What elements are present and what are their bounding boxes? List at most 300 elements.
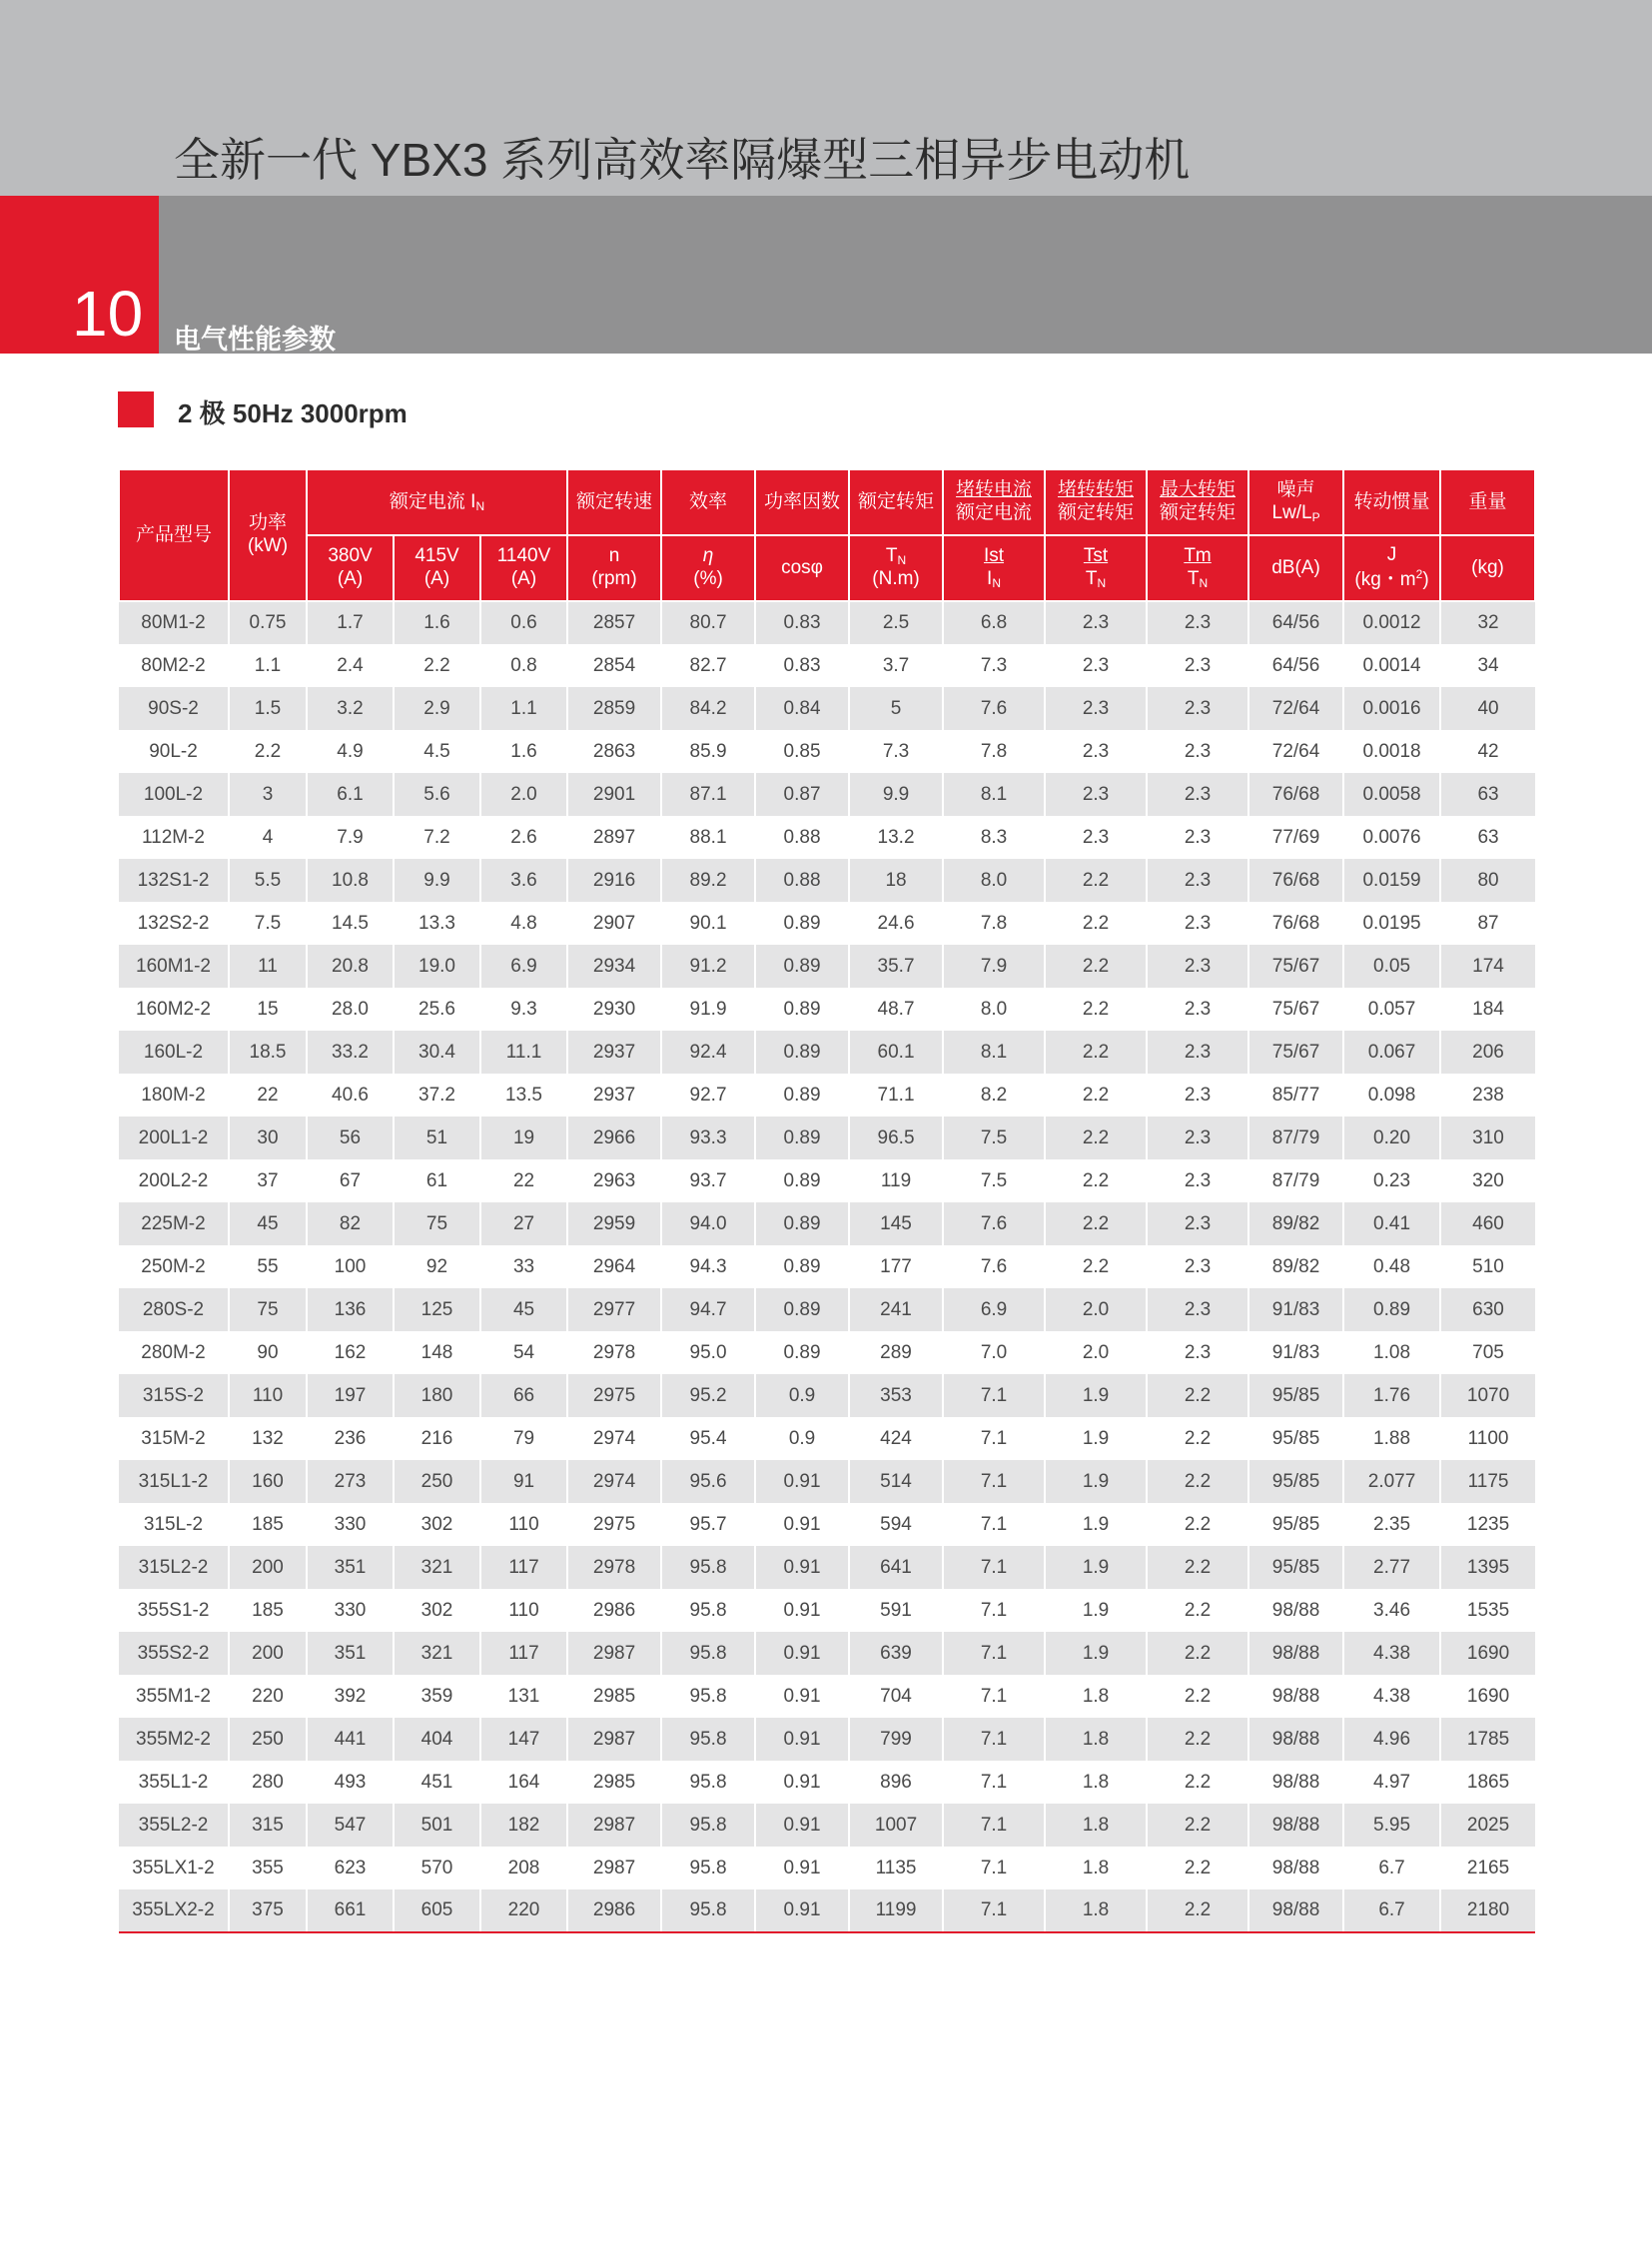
table-cell: 88.1 xyxy=(661,816,755,859)
table-cell: 2.3 xyxy=(1147,902,1248,945)
table-cell: 289 xyxy=(849,1331,943,1374)
table-cell: 8.1 xyxy=(943,1031,1045,1074)
table-cell: 220 xyxy=(229,1675,307,1718)
table-cell: 100L-2 xyxy=(119,773,229,816)
table-cell: 7.1 xyxy=(943,1718,1045,1761)
table-cell: 206 xyxy=(1440,1031,1535,1074)
table-cell: 94.3 xyxy=(661,1245,755,1288)
table-body xyxy=(119,601,1535,1932)
table-cell: 355LX1-2 xyxy=(119,1847,229,1889)
table-cell: 7.1 xyxy=(943,1632,1045,1675)
table-cell: 2.3 xyxy=(1147,1117,1248,1159)
table-cell: 7.1 xyxy=(943,1546,1045,1589)
table-cell: 605 xyxy=(394,1889,480,1932)
table-cell: 320 xyxy=(1440,1159,1535,1202)
table-cell: 2937 xyxy=(567,1031,661,1074)
table-row xyxy=(119,902,1535,945)
table-cell: 95.2 xyxy=(661,1374,755,1417)
table-cell: 315L1-2 xyxy=(119,1460,229,1503)
table-cell: 2974 xyxy=(567,1417,661,1460)
table-cell: 225M-2 xyxy=(119,1202,229,1245)
table-cell: 42 xyxy=(1440,730,1535,773)
table-cell: 0.89 xyxy=(755,1202,849,1245)
table-cell: 2.0 xyxy=(1045,1331,1147,1374)
table-cell: 2974 xyxy=(567,1460,661,1503)
table-cell: 80M2-2 xyxy=(119,644,229,687)
table-cell: 24.6 xyxy=(849,902,943,945)
table-cell: 90 xyxy=(229,1331,307,1374)
table-cell: 2.3 xyxy=(1147,1202,1248,1245)
table-cell: 2.3 xyxy=(1147,1288,1248,1331)
table-cell: 0.8 xyxy=(480,644,567,687)
table-cell: 0.067 xyxy=(1343,1031,1440,1074)
table-row xyxy=(119,1202,1535,1245)
table-cell: 80.7 xyxy=(661,601,755,644)
table-cell: 2.2 xyxy=(1147,1632,1248,1675)
table-cell: 273 xyxy=(307,1460,394,1503)
table-cell: 1235 xyxy=(1440,1503,1535,1546)
table-cell: 0.91 xyxy=(755,1761,849,1804)
table-cell: 2.2 xyxy=(1147,1374,1248,1417)
col-power: 功率 (kW) xyxy=(229,469,307,601)
table-cell: 132S1-2 xyxy=(119,859,229,902)
col-torque-unit: $T_N$ (N.m) xyxy=(849,535,943,601)
table-cell: 1865 xyxy=(1440,1761,1535,1804)
table-cell: 0.89 xyxy=(755,1031,849,1074)
col-ist-unit: Ist $I_N$ xyxy=(943,535,1045,601)
table-cell: 5 xyxy=(849,687,943,730)
table-cell: 147 xyxy=(480,1718,567,1761)
table-row xyxy=(119,988,1535,1031)
table-cell: 2.3 xyxy=(1147,1031,1248,1074)
table-row xyxy=(119,1804,1535,1847)
table-cell: 2987 xyxy=(567,1632,661,1675)
table-cell: 25.6 xyxy=(394,988,480,1031)
table-cell: 2.2 xyxy=(1045,1159,1147,1202)
table-cell: 200 xyxy=(229,1546,307,1589)
table-cell: 80 xyxy=(1440,859,1535,902)
table-cell: 2.3 xyxy=(1045,730,1147,773)
table-cell: 1.8 xyxy=(1045,1889,1147,1932)
table-cell: 2.3 xyxy=(1147,1245,1248,1288)
table-cell: 0.6 xyxy=(480,601,567,644)
table-cell: 2.3 xyxy=(1147,816,1248,859)
table-cell: 8.0 xyxy=(943,988,1045,1031)
table-cell: 184 xyxy=(1440,988,1535,1031)
table-cell: 89/82 xyxy=(1248,1202,1343,1245)
table-cell: 661 xyxy=(307,1889,394,1932)
table-cell: 76/68 xyxy=(1248,773,1343,816)
table-cell: 110 xyxy=(480,1589,567,1632)
col-max-torque-ratio: 最大转矩 额定转矩 xyxy=(1147,469,1248,535)
table-cell: 19.0 xyxy=(394,945,480,988)
table-cell: 2.77 xyxy=(1343,1546,1440,1589)
table-cell: 1007 xyxy=(849,1804,943,1847)
table-cell: 2978 xyxy=(567,1331,661,1374)
table-cell: 110 xyxy=(480,1503,567,1546)
table-cell: 64/56 xyxy=(1248,601,1343,644)
table-cell: 160M2-2 xyxy=(119,988,229,1031)
table-cell: 2987 xyxy=(567,1718,661,1761)
table-cell: 315M-2 xyxy=(119,1417,229,1460)
table-cell: 91/83 xyxy=(1248,1331,1343,1374)
table-cell: 641 xyxy=(849,1546,943,1589)
table-cell: 0.85 xyxy=(755,730,849,773)
table-cell: 0.91 xyxy=(755,1718,849,1761)
table-cell: 0.0195 xyxy=(1343,902,1440,945)
table-cell: 174 xyxy=(1440,945,1535,988)
table-cell: 355L2-2 xyxy=(119,1804,229,1847)
table-cell: 0.0076 xyxy=(1343,816,1440,859)
table-cell: 71.1 xyxy=(849,1074,943,1117)
table-header xyxy=(119,469,1535,601)
table-cell: 216 xyxy=(394,1417,480,1460)
table-cell: 7.0 xyxy=(943,1331,1045,1374)
table-cell: 10.8 xyxy=(307,859,394,902)
table-cell: 7.8 xyxy=(943,730,1045,773)
table-cell: 2985 xyxy=(567,1675,661,1718)
table-cell: 0.057 xyxy=(1343,988,1440,1031)
table-cell: 95/85 xyxy=(1248,1460,1343,1503)
table-cell: 355S2-2 xyxy=(119,1632,229,1675)
table-cell: 177 xyxy=(849,1245,943,1288)
table-cell: 2.3 xyxy=(1147,945,1248,988)
table-cell: 9.9 xyxy=(394,859,480,902)
table-cell: 7.5 xyxy=(943,1117,1045,1159)
table-cell: 61 xyxy=(394,1159,480,1202)
table-row xyxy=(119,1718,1535,1761)
table-cell: 98/88 xyxy=(1248,1632,1343,1675)
table-cell: 84.2 xyxy=(661,687,755,730)
table-cell: 2.2 xyxy=(1147,1847,1248,1889)
table-cell: 1.9 xyxy=(1045,1503,1147,1546)
table-cell: 2180 xyxy=(1440,1889,1535,1932)
table-cell: 89.2 xyxy=(661,859,755,902)
table-cell: 2.5 xyxy=(849,601,943,644)
table-row xyxy=(119,687,1535,730)
table-cell: 2854 xyxy=(567,644,661,687)
table-cell: 125 xyxy=(394,1288,480,1331)
table-row xyxy=(119,1889,1535,1932)
table-cell: 98/88 xyxy=(1248,1761,1343,1804)
table-cell: 2.3 xyxy=(1147,1331,1248,1374)
table-cell: 0.89 xyxy=(755,1331,849,1374)
col-rated-speed: 额定转速 xyxy=(567,469,661,535)
table-cell: 594 xyxy=(849,1503,943,1546)
col-locked-torque-ratio: 堵转转矩 额定转矩 xyxy=(1045,469,1147,535)
table-cell: 2916 xyxy=(567,859,661,902)
table-cell: 2.2 xyxy=(1045,1031,1147,1074)
table-cell: 95.8 xyxy=(661,1589,755,1632)
table-cell: 2964 xyxy=(567,1245,661,1288)
section-number: 10 xyxy=(72,278,144,350)
table-row xyxy=(119,773,1535,816)
table-cell: 441 xyxy=(307,1718,394,1761)
table-cell: 2985 xyxy=(567,1761,661,1804)
table-cell: 0.91 xyxy=(755,1460,849,1503)
table-cell: 7.5 xyxy=(943,1159,1045,1202)
table-cell: 1175 xyxy=(1440,1460,1535,1503)
table-cell: 630 xyxy=(1440,1288,1535,1331)
table-cell: 1100 xyxy=(1440,1417,1535,1460)
table-row xyxy=(119,859,1535,902)
table-cell: 119 xyxy=(849,1159,943,1202)
table-cell: 18.5 xyxy=(229,1031,307,1074)
table-cell: 2.3 xyxy=(1147,687,1248,730)
table-cell: 0.9 xyxy=(755,1417,849,1460)
table-cell: 96.5 xyxy=(849,1117,943,1159)
table-cell: 0.098 xyxy=(1343,1074,1440,1117)
table-cell: 92 xyxy=(394,1245,480,1288)
table-cell: 91 xyxy=(480,1460,567,1503)
table-cell: 0.91 xyxy=(755,1847,849,1889)
table-cell: 1690 xyxy=(1440,1632,1535,1675)
table-row xyxy=(119,1031,1535,1074)
table-cell: 90.1 xyxy=(661,902,755,945)
table-cell: 2987 xyxy=(567,1804,661,1847)
table-cell: 591 xyxy=(849,1589,943,1632)
table-cell: 4.5 xyxy=(394,730,480,773)
table-cell: 1.9 xyxy=(1045,1632,1147,1675)
table-cell: 355LX2-2 xyxy=(119,1889,229,1932)
table-cell: 75/67 xyxy=(1248,945,1343,988)
table-cell: 1.9 xyxy=(1045,1589,1147,1632)
table-cell: 7.9 xyxy=(307,816,394,859)
table-cell: 7.1 xyxy=(943,1460,1045,1503)
table-cell: 3.7 xyxy=(849,644,943,687)
table-cell: 3.2 xyxy=(307,687,394,730)
table-cell: 98/88 xyxy=(1248,1804,1343,1847)
table-cell: 132 xyxy=(229,1417,307,1460)
table-cell: 9.9 xyxy=(849,773,943,816)
table-cell: 2975 xyxy=(567,1503,661,1546)
col-efficiency: 效率 xyxy=(661,469,755,535)
table-cell: 0.05 xyxy=(1343,945,1440,988)
table-cell: 359 xyxy=(394,1675,480,1718)
table-cell: 34 xyxy=(1440,644,1535,687)
table-cell: 15 xyxy=(229,988,307,1031)
table-cell: 1.9 xyxy=(1045,1417,1147,1460)
table-cell: 0.88 xyxy=(755,816,849,859)
table-cell: 2165 xyxy=(1440,1847,1535,1889)
table-cell: 404 xyxy=(394,1718,480,1761)
table-row xyxy=(119,1761,1535,1804)
col-noise: 噪声 $Lw/L_P$ xyxy=(1248,469,1343,535)
table-cell: 92.4 xyxy=(661,1031,755,1074)
table-cell: 2907 xyxy=(567,902,661,945)
table-cell: 7.1 xyxy=(943,1374,1045,1417)
table-cell: 7.1 xyxy=(943,1589,1045,1632)
table-cell: 136 xyxy=(307,1288,394,1331)
table-cell: 98/88 xyxy=(1248,1847,1343,1889)
table-cell: 3 xyxy=(229,773,307,816)
table-cell: 896 xyxy=(849,1761,943,1804)
table-cell: 77/69 xyxy=(1248,816,1343,859)
table-cell: 0.0016 xyxy=(1343,687,1440,730)
table-cell: 5.95 xyxy=(1343,1804,1440,1847)
subsection-heading: 2 极 50Hz 3000rpm xyxy=(178,398,408,428)
table-cell: 0.9 xyxy=(755,1374,849,1417)
table-cell: 95.8 xyxy=(661,1889,755,1932)
table-row xyxy=(119,1288,1535,1331)
table-cell: 0.0159 xyxy=(1343,859,1440,902)
table-row xyxy=(119,1074,1535,1117)
table-cell: 64/56 xyxy=(1248,644,1343,687)
table-cell: 11 xyxy=(229,945,307,988)
table-cell: 2.2 xyxy=(1147,1761,1248,1804)
table-cell: 95.8 xyxy=(661,1847,755,1889)
table-row xyxy=(119,730,1535,773)
table-cell: 2.2 xyxy=(1045,1245,1147,1288)
table-cell: 355M1-2 xyxy=(119,1675,229,1718)
table-cell: 321 xyxy=(394,1632,480,1675)
table-cell: 95.8 xyxy=(661,1761,755,1804)
table-cell: 1.8 xyxy=(1045,1761,1147,1804)
table-cell: 2.2 xyxy=(1147,1460,1248,1503)
table-cell: 2.2 xyxy=(394,644,480,687)
table-cell: 0.91 xyxy=(755,1804,849,1847)
table-cell: 8.2 xyxy=(943,1074,1045,1117)
table-cell: 2.3 xyxy=(1147,1159,1248,1202)
col-model: 产品型号 xyxy=(119,469,229,601)
table-cell: 451 xyxy=(394,1761,480,1804)
table-cell: 321 xyxy=(394,1546,480,1589)
table-cell: 0.89 xyxy=(755,1074,849,1117)
table-cell: 0.0014 xyxy=(1343,644,1440,687)
table-row xyxy=(119,1632,1535,1675)
table-cell: 1690 xyxy=(1440,1675,1535,1718)
table-cell: 0.0058 xyxy=(1343,773,1440,816)
table-row xyxy=(119,1675,1535,1718)
table-cell: 54 xyxy=(480,1331,567,1374)
table-cell: 355L1-2 xyxy=(119,1761,229,1804)
table-cell: 2.2 xyxy=(1045,902,1147,945)
col-eff-unit: η (%) xyxy=(661,535,755,601)
table-cell: 0.89 xyxy=(1343,1288,1440,1331)
table-cell: 51 xyxy=(394,1117,480,1159)
table-cell: 75/67 xyxy=(1248,988,1343,1031)
table-cell: 424 xyxy=(849,1417,943,1460)
table-cell: 0.91 xyxy=(755,1503,849,1546)
table-cell: 37.2 xyxy=(394,1074,480,1117)
table-cell: 80M1-2 xyxy=(119,601,229,644)
table-cell: 2.0 xyxy=(480,773,567,816)
table-cell: 0.87 xyxy=(755,773,849,816)
table-cell: 330 xyxy=(307,1589,394,1632)
table-cell: 35.7 xyxy=(849,945,943,988)
table-cell: 351 xyxy=(307,1632,394,1675)
table-cell: 87/79 xyxy=(1248,1159,1343,1202)
table-cell: 197 xyxy=(307,1374,394,1417)
table-cell: 0.91 xyxy=(755,1675,849,1718)
table-cell: 4.97 xyxy=(1343,1761,1440,1804)
table-cell: 45 xyxy=(229,1202,307,1245)
table-row xyxy=(119,601,1535,644)
table-cell: 3.6 xyxy=(480,859,567,902)
table-cell: 2977 xyxy=(567,1288,661,1331)
table-cell: 95.8 xyxy=(661,1675,755,1718)
table-cell: 238 xyxy=(1440,1074,1535,1117)
table-cell: 148 xyxy=(394,1331,480,1374)
table-cell: 250M-2 xyxy=(119,1245,229,1288)
table-cell: 98/88 xyxy=(1248,1889,1343,1932)
table-cell: 0.91 xyxy=(755,1889,849,1932)
table-cell: 131 xyxy=(480,1675,567,1718)
col-inertia-unit: J (kg・$m^2$) xyxy=(1343,535,1440,601)
table-cell: 30.4 xyxy=(394,1031,480,1074)
table-cell: 1.1 xyxy=(480,687,567,730)
table-cell: 87 xyxy=(1440,902,1535,945)
table-row xyxy=(119,1374,1535,1417)
table-cell: 95.7 xyxy=(661,1503,755,1546)
table-cell: 250 xyxy=(229,1718,307,1761)
table-cell: 2.2 xyxy=(1045,1074,1147,1117)
table-cell: 6.7 xyxy=(1343,1889,1440,1932)
table-cell: 0.20 xyxy=(1343,1117,1440,1159)
col-inertia: 转动惯量 xyxy=(1343,469,1440,535)
table-cell: 185 xyxy=(229,1589,307,1632)
table-cell: 0.91 xyxy=(755,1632,849,1675)
table-cell: 2.2 xyxy=(1147,1589,1248,1632)
table-cell: 705 xyxy=(1440,1331,1535,1374)
table-cell: 13.5 xyxy=(480,1074,567,1117)
table-row xyxy=(119,1159,1535,1202)
table-cell: 2.2 xyxy=(229,730,307,773)
table-cell: 7.6 xyxy=(943,1245,1045,1288)
section-band xyxy=(159,196,1652,354)
table-cell: 2.2 xyxy=(1147,1718,1248,1761)
col-pf-unit: cosφ xyxy=(755,535,849,601)
table-cell: 4.38 xyxy=(1343,1675,1440,1718)
table-cell: 355M2-2 xyxy=(119,1718,229,1761)
table-cell: 162 xyxy=(307,1331,394,1374)
table-cell: 4.96 xyxy=(1343,1718,1440,1761)
table-cell: 0.91 xyxy=(755,1589,849,1632)
table-cell: 98/88 xyxy=(1248,1675,1343,1718)
table-cell: 32 xyxy=(1440,601,1535,644)
table-cell: 0.83 xyxy=(755,601,849,644)
table-cell: 355S1-2 xyxy=(119,1589,229,1632)
table-cell: 493 xyxy=(307,1761,394,1804)
table-cell: 0.83 xyxy=(755,644,849,687)
table-cell: 353 xyxy=(849,1374,943,1417)
table-cell: 95.8 xyxy=(661,1632,755,1675)
table-cell: 200L1-2 xyxy=(119,1117,229,1159)
table-cell: 302 xyxy=(394,1589,480,1632)
table-cell: 2.35 xyxy=(1343,1503,1440,1546)
table-cell: 66 xyxy=(480,1374,567,1417)
col-415v: 415V (A) xyxy=(394,535,480,601)
table-cell: 0.84 xyxy=(755,687,849,730)
table-cell: 7.8 xyxy=(943,902,1045,945)
table-cell: 8.1 xyxy=(943,773,1045,816)
table-cell: 7.6 xyxy=(943,1202,1045,1245)
page-title: 全新一代 YBX3 系列高效率隔爆型三相异步电动机 xyxy=(174,134,1191,186)
table-cell: 0.41 xyxy=(1343,1202,1440,1245)
col-weight: 重量 xyxy=(1440,469,1535,535)
table-cell: 2.2 xyxy=(1147,1889,1248,1932)
table-cell: 19 xyxy=(480,1117,567,1159)
table-cell: 7.1 xyxy=(943,1503,1045,1546)
performance-table xyxy=(118,468,1536,1933)
table-cell: 1.08 xyxy=(1343,1331,1440,1374)
table-cell: 91/83 xyxy=(1248,1288,1343,1331)
section-title: 电气性能参数 xyxy=(174,325,336,355)
table-cell: 280S-2 xyxy=(119,1288,229,1331)
table-cell: 27 xyxy=(480,1202,567,1245)
table-cell: 310 xyxy=(1440,1117,1535,1159)
table-cell: 2.3 xyxy=(1147,644,1248,687)
